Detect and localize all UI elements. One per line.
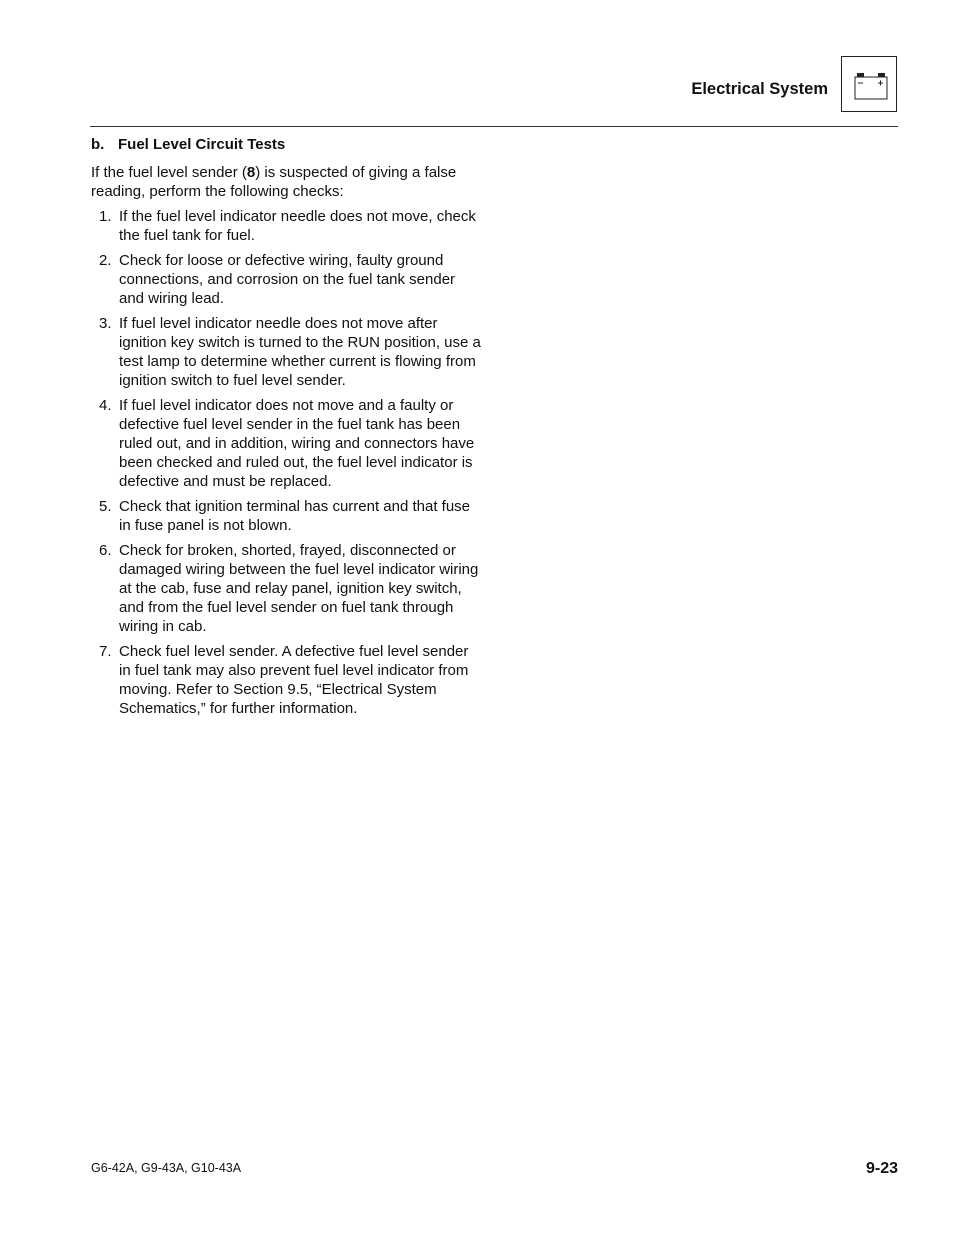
list-item [91, 251, 483, 308]
step-number: 5. [99, 498, 112, 515]
list-item [91, 396, 483, 491]
intro-text-before: If the fuel level sender ( [91, 164, 247, 181]
list-item [91, 642, 483, 718]
step-text: If fuel level indicator needle does not move after ignition key switch is turned to the RUN position, use a test lamp to determine whether current is flowing from ignition switch to fuel level sender. [119, 315, 481, 389]
battery-icon [841, 56, 897, 112]
callout-number: 8 [246, 164, 256, 181]
step-text: Check for broken, shorted, frayed, disconnected or damaged wiring between the fuel level indicator wiring at the cab, fuse and relay panel, ignition key switch, and from the fuel level sender on fuel tank through wiring in cab. [119, 542, 479, 635]
page-content [91, 135, 483, 724]
list-item [91, 314, 483, 390]
step-text: Check fuel level sender. A defective fuel level sender in fuel tank may also prevent fuel level indicator from moving. Refer to Section 9.5, “Electrical System Schematics,” for further information. [119, 643, 469, 717]
step-text: If the fuel level indicator needle does not move, check the fuel tank for fuel. [119, 208, 476, 244]
page-number: 9-23 [865, 1160, 898, 1177]
step-number: 6. [99, 542, 112, 559]
list-item [91, 541, 483, 636]
step-text: Check that ignition terminal has current and that fuse in fuse panel is not blown. [119, 498, 471, 534]
step-number: 1. [99, 208, 112, 225]
check-steps-list [91, 207, 483, 718]
step-number: 7. [99, 643, 112, 660]
step-text: If fuel level indicator does not move and a faulty or defective fuel level sender in the fuel tank has been ruled out, and in addition, wiring and connectors have been checked and ruled out, the fuel level indicator is defective and must be replaced. [119, 397, 475, 490]
footer-model-numbers: G6-42A, G9-43A, G10-43A [91, 1161, 242, 1175]
step-number: 3. [99, 315, 112, 332]
list-item [91, 497, 483, 535]
intro-paragraph [91, 163, 483, 201]
list-item [91, 207, 483, 245]
page-header-title: Electrical System [691, 80, 828, 98]
step-number: 2. [99, 252, 112, 269]
section-letter: b. [91, 136, 105, 153]
step-number: 4. [99, 397, 112, 414]
intro-text-after: ) is suspected of giving a false reading, perform the following checks: [91, 164, 457, 200]
header-divider [90, 126, 898, 127]
section-title: Fuel Level Circuit Tests [118, 136, 286, 153]
section-heading [91, 135, 483, 154]
step-text: Check for loose or defective wiring, faulty ground connections, and corrosion on the fuel tank sender and wiring lead. [119, 252, 456, 307]
